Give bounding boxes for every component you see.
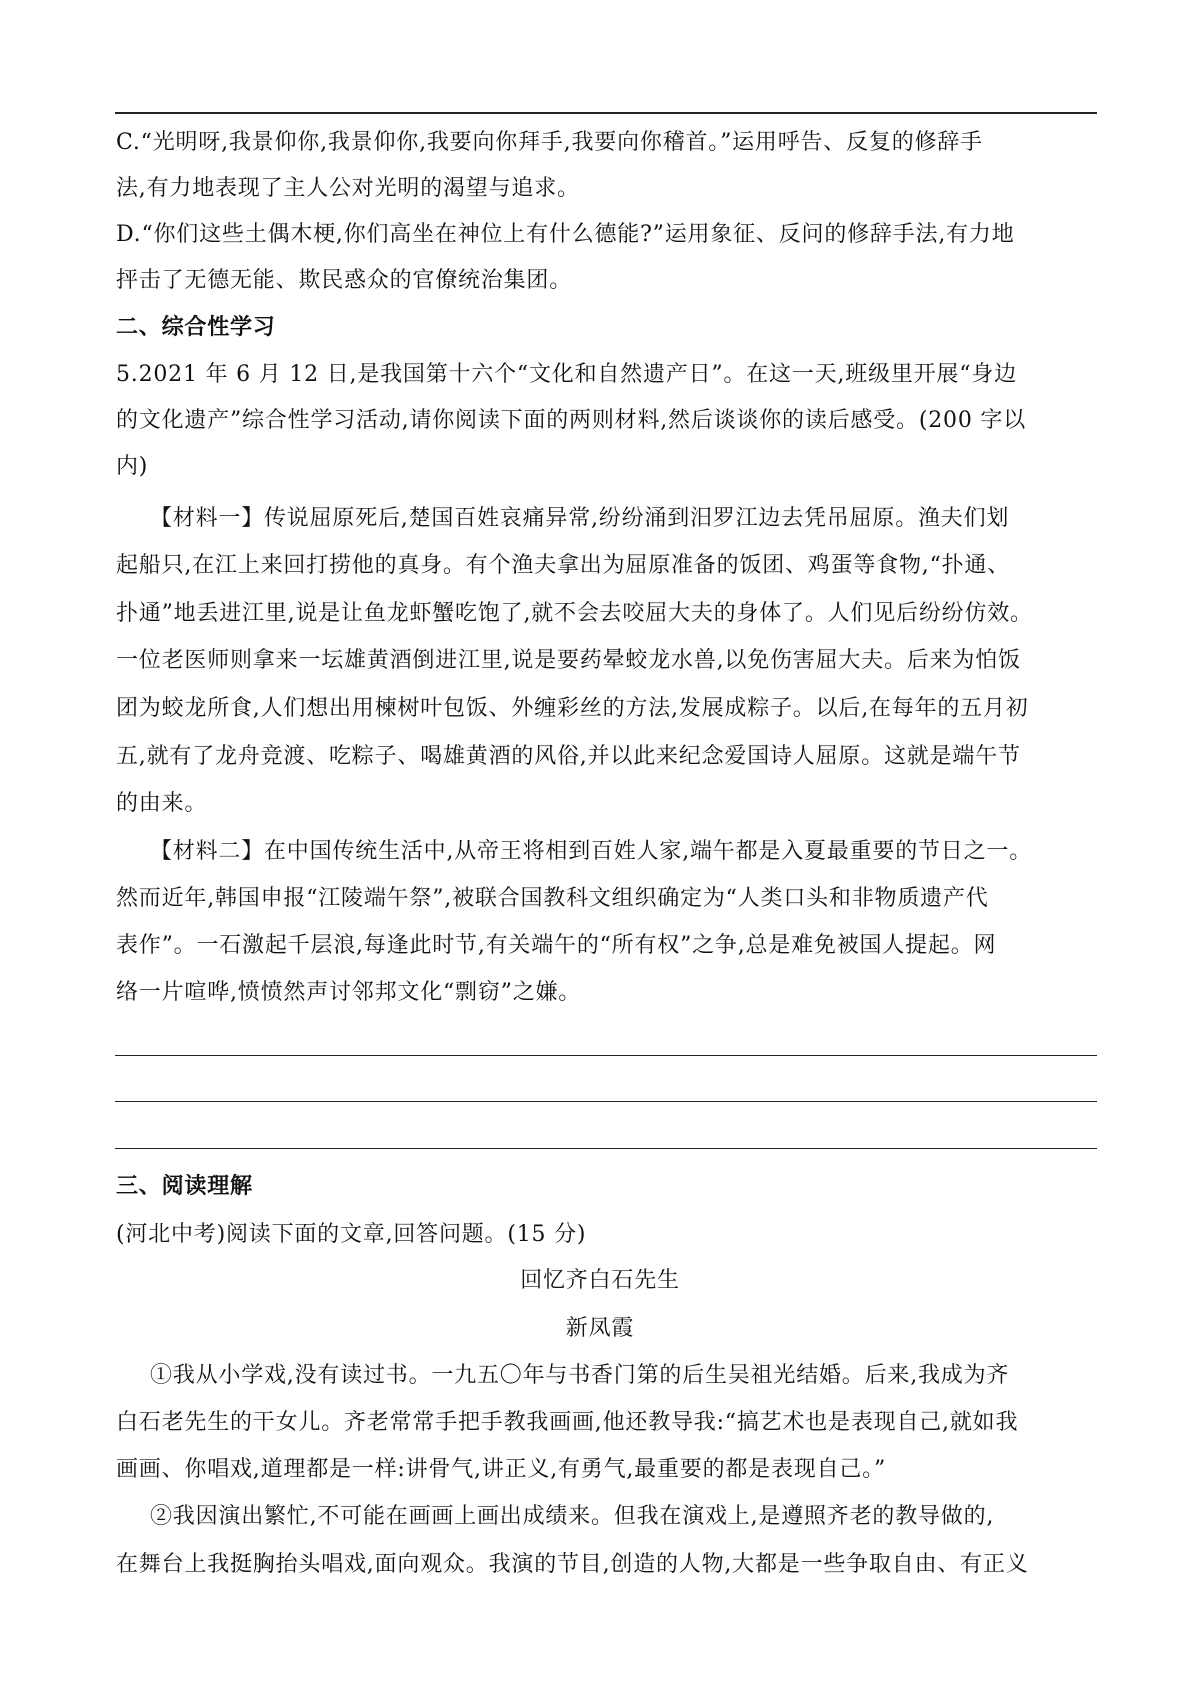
material-1-line-7: 的由来。: [116, 791, 208, 816]
option-d-line-1: D.“你们这些土偶木梗,你们高坐在神位上有什么德能?”运用象征、反问的修辞手法,有力地: [116, 222, 1015, 247]
section-3-intro: (河北中考)阅读下面的文章,回答问题。(15 分): [116, 1222, 587, 1247]
paragraph-1-line-1: ①我从小学戏,没有读过书。一九五〇年与书香门第的后生吴祖光结婚。后来,我成为齐: [150, 1363, 1010, 1388]
answer-line-2[interactable]: [115, 1101, 1097, 1102]
paragraph-2-line-1: ②我因演出繁忙,不可能在画画上画出成绩来。但我在演戏上,是遵照齐老的教导做的,: [150, 1504, 995, 1529]
paragraph-1-line-3: 画画、你唱戏,道理都是一样:讲骨气,讲正义,有勇气,最重要的都是表现自己。”: [116, 1457, 887, 1482]
article-author: 新凤霞: [565, 1316, 635, 1341]
article-title: 回忆齐白石先生: [520, 1268, 680, 1293]
answer-line-3[interactable]: [115, 1148, 1097, 1149]
material-1-line-6: 五,就有了龙舟竞渡、吃粽子、喝雄黄酒的风俗,并以此来纪念爱国诗人屈原。这就是端午节: [116, 744, 1021, 769]
q5-line-3: 内): [116, 454, 149, 479]
material-1-line-2: 起船只,在江上来回打捞他的真身。有个渔夫拿出为屈原准备的饭团、鸡蛋等食物,“扑通、: [116, 553, 1011, 578]
q5-line-1: 5.2021 年 6 月 12 日,是我国第十六个“文化和自然遗产日”。在这一天,班级里开展“身边: [116, 362, 1017, 387]
option-c-line-2: 法,有力地表现了主人公对光明的渴望与追求。: [116, 176, 580, 201]
material-1-line-4: 一位老医师则拿来一坛雄黄酒倒进江里,说是要药晕蛟龙水兽,以免伤害屈大夫。后来为怕饭: [116, 648, 1021, 673]
paragraph-1-line-2: 白石老先生的干女儿。齐老常常手把手教我画画,他还教导我:“搞艺术也是表现自己,就如我: [116, 1410, 1019, 1435]
material-1-line-1: 【材料一】传说屈原死后,楚国百姓哀痛异常,纷纷涌到汨罗江边去凭吊屈原。渔夫们划: [150, 506, 1010, 531]
section-3-heading: 三、阅读理解: [116, 1174, 253, 1199]
top-rule: [115, 112, 1097, 114]
material-2-line-1: 【材料二】在中国传统生活中,从帝王将相到百姓人家,端午都是入夏最重要的节日之一。: [150, 839, 1032, 864]
option-d-line-2: 抨击了无德无能、欺民惑众的官僚统治集团。: [116, 268, 573, 293]
option-c-line-1: C.“光明呀,我景仰你,我景仰你,我要向你拜手,我要向你稽首。”运用呼告、反复的修辞手: [116, 130, 983, 155]
q5-line-2: 的文化遗产”综合性学习活动,请你阅读下面的两则材料,然后谈谈你的读后感受。(200 字以: [116, 408, 1027, 433]
section-2-heading: 二、综合性学习: [116, 315, 276, 340]
material-2-line-3: 表作”。一石激起千层浪,每逢此时节,有关端午的“所有权”之争,总是难免被国人提起。网: [116, 933, 997, 958]
material-1-line-3: 扑通”地丢进江里,说是让鱼龙虾蟹吃饱了,就不会去咬屈大夫的身体了。人们见后纷纷仿效。: [116, 601, 1033, 626]
material-2-line-2: 然而近年,韩国申报“江陵端午祭”,被联合国教科文组织确定为“人类口头和非物质遗产代: [116, 886, 989, 911]
material-1-line-5: 团为蛟龙所食,人们想出用楝树叶包饭、外缠彩丝的方法,发展成粽子。以后,在每年的五月初: [116, 696, 1029, 721]
material-2-line-4: 络一片喧哗,愤愤然声讨邻邦文化“剽窃”之嫌。: [116, 980, 582, 1005]
paragraph-2-line-2: 在舞台上我挺胸抬头唱戏,面向观众。我演的节目,创造的人物,大都是一些争取自由、有正义: [116, 1552, 1029, 1577]
answer-line-1[interactable]: [115, 1055, 1097, 1056]
